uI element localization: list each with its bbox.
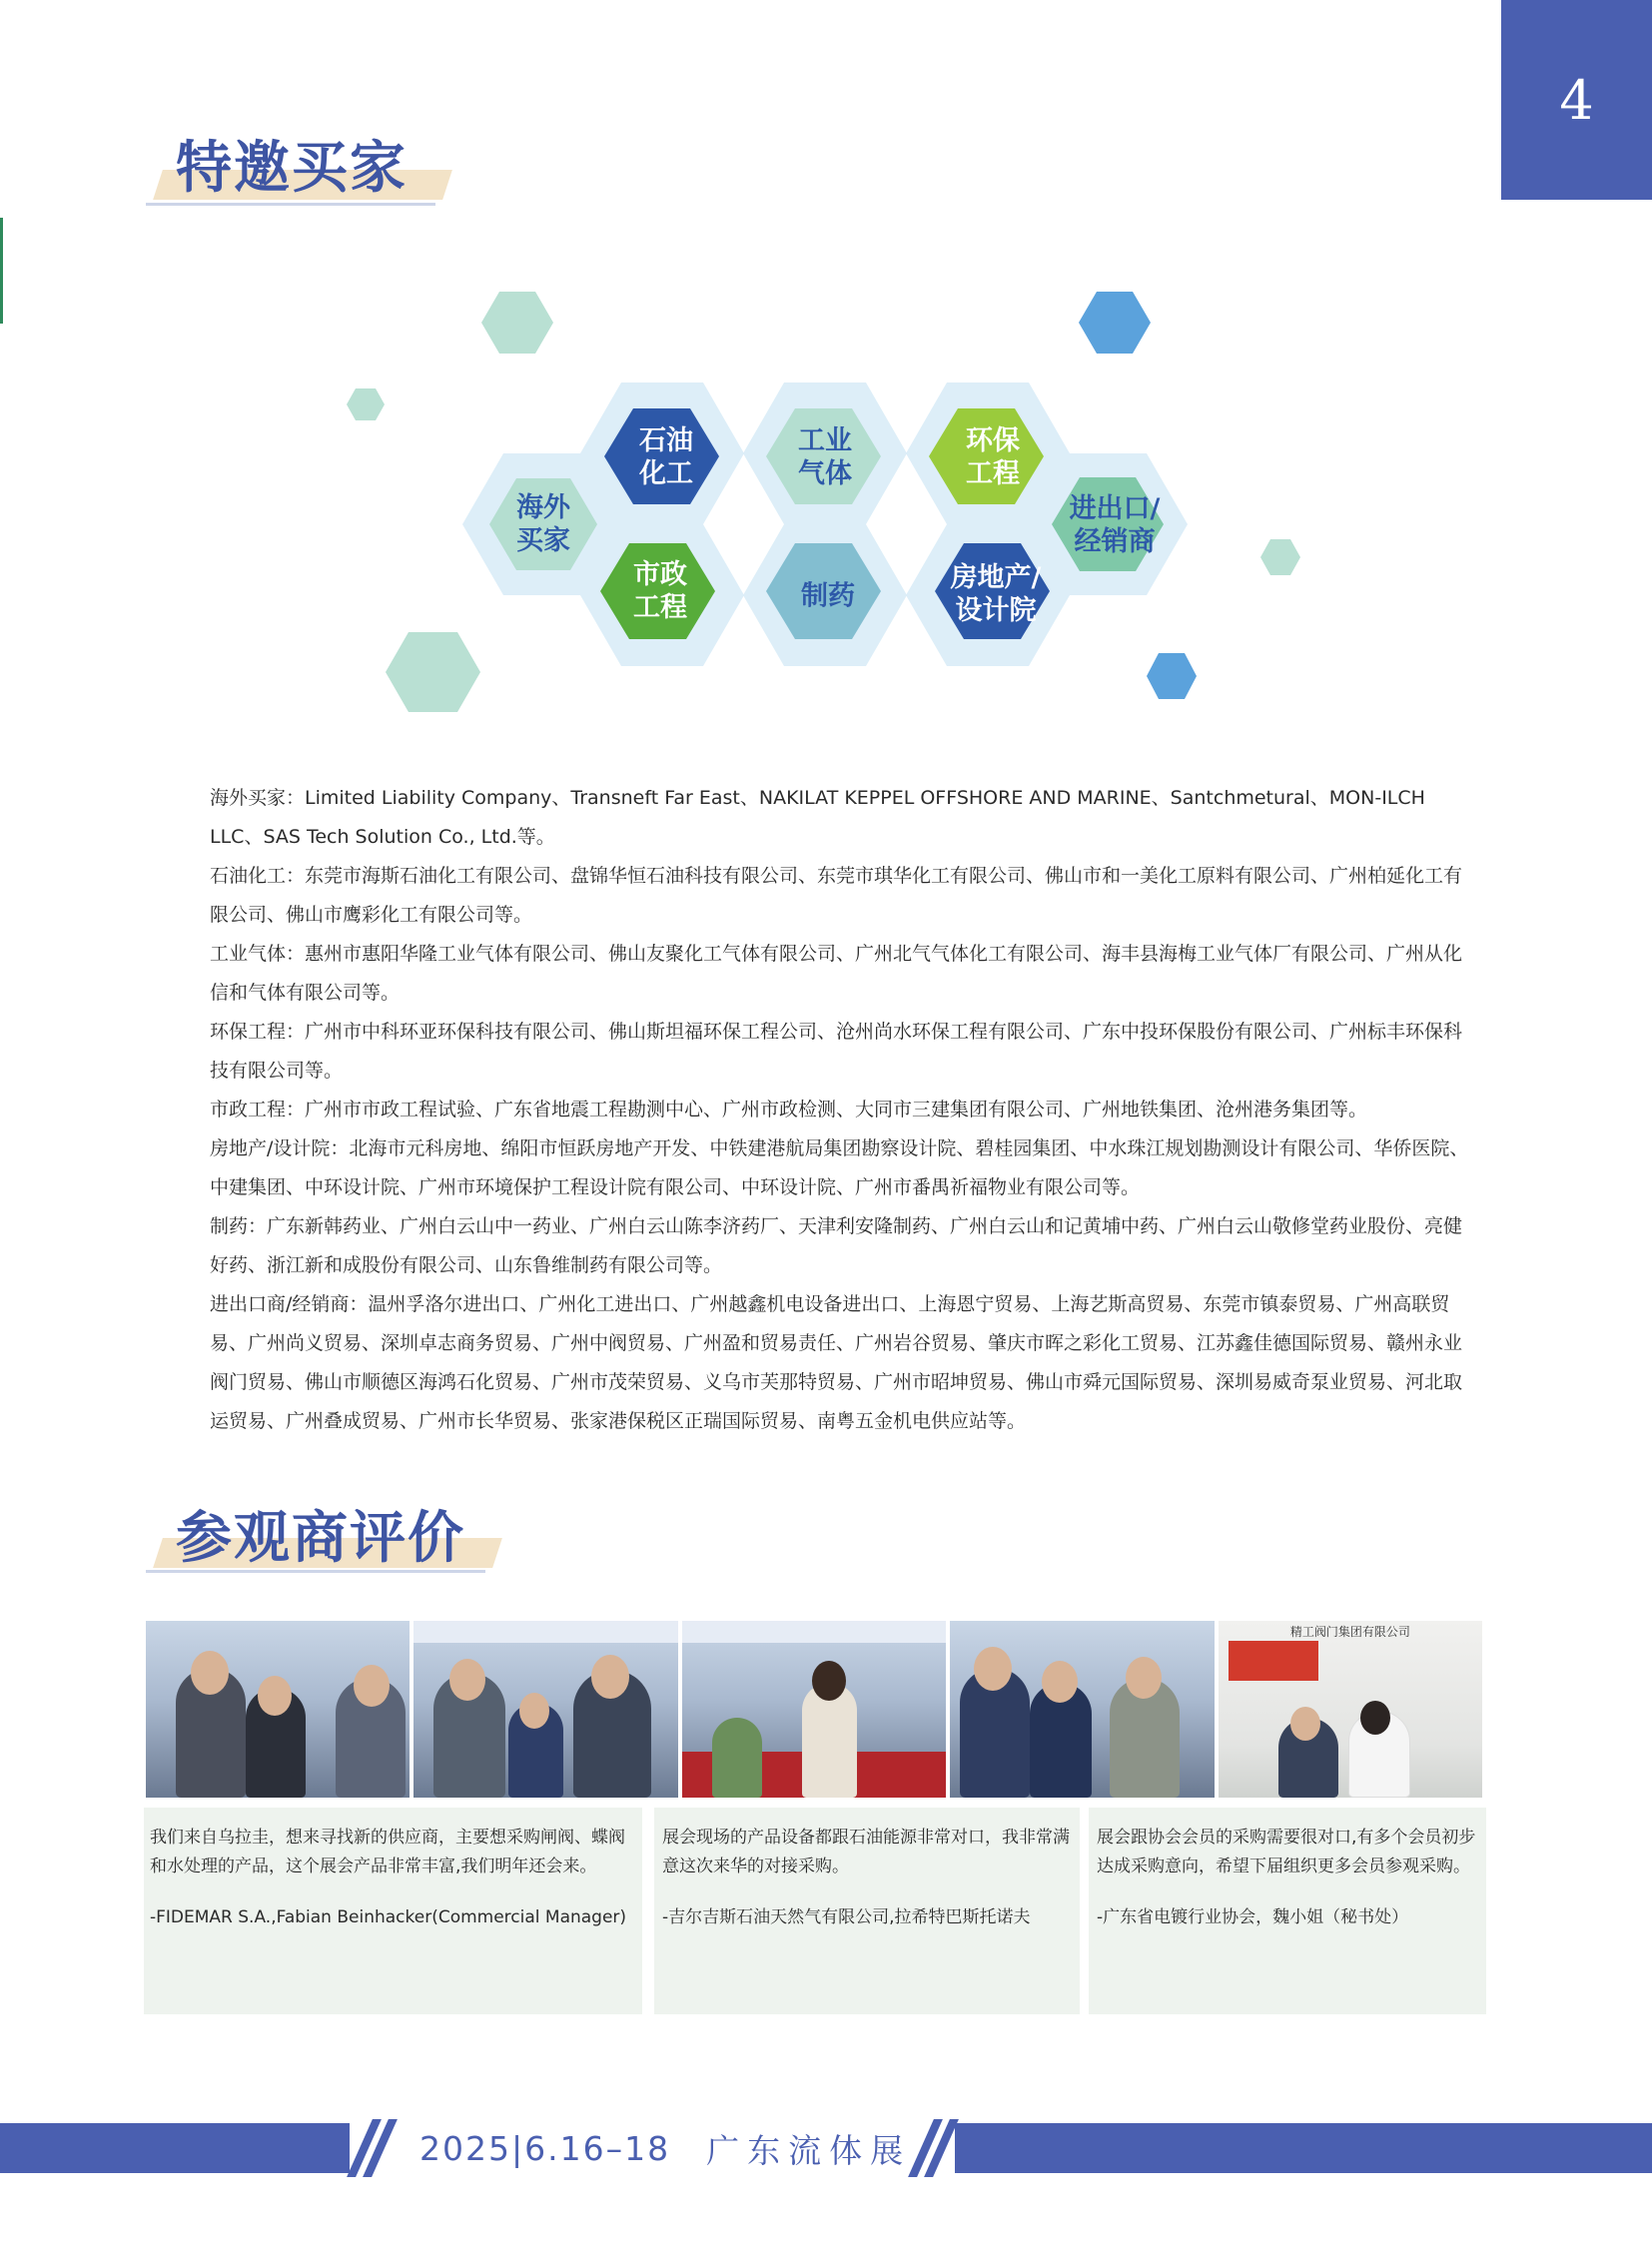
event-photo-5: [1219, 1621, 1482, 1798]
footer-caption: [419, 2119, 911, 2177]
footer-bar-left: [0, 2123, 350, 2173]
photo-sign-text: 精工阀门集团有限公司: [1289, 1625, 1410, 1639]
footer-date: 2025|6.16–18: [419, 2128, 671, 2168]
footer-event-name: 广东流体展: [706, 2130, 912, 2170]
hex-label-env: 环保 工程: [966, 425, 1020, 489]
hex-label-overseas: 海外 买家: [516, 492, 570, 556]
deco-hex-4: [1260, 539, 1300, 575]
buyer-paragraph-realestate: 房地产/设计院：北海市元科房地、绵阳市恒跃房地产开发、中铁建港航局集团勘察设计院、碧桂园集团、中水珠江规划勘测设计有限公司、华侨医院、中建集团、中环设计院、广州市环境保护工程设计院有限公司、中环设计院、广州市番禺祈福物业有限公司等。: [210, 1137, 1469, 1198]
hex-label-realestate: 房地产/ 设计院: [950, 562, 1042, 626]
review-card-2: [654, 1808, 1080, 2014]
section-title-buyers: 特邀买家: [176, 136, 408, 201]
event-photo-1: [146, 1621, 410, 1798]
deco-hex-6: [1147, 653, 1197, 699]
event-photo-3: [682, 1621, 946, 1798]
review-card-1: [144, 1808, 642, 2014]
review-author-2: -吉尔吉斯石油天然气有限公司,拉希特巴斯托诺夫: [662, 1907, 1031, 1927]
hex-label-pharma: 制药: [801, 580, 855, 612]
review-text-2: 展会现场的产品设备都跟石油能源非常对口，我非常满意这次来华的对接采购。: [662, 1828, 1070, 1876]
buyer-paragraph-municipal: 市政工程：广州市市政工程试验、广东省地震工程勘测中心、广州市政检测、大同市三建集团有限公司、广州地铁集团、沧州港务集团等。: [210, 1099, 1368, 1120]
buyer-paragraph-gas: 工业气体：惠州市惠阳华隆工业气体有限公司、佛山友聚化工气体有限公司、广州北气气体化工有限公司、海丰县海梅工业气体厂有限公司、广州从化信和气体有限公司等。: [210, 943, 1463, 1004]
buyer-paragraph-env: 环保工程：广州市中科环亚环保科技有限公司、佛山斯坦福环保工程公司、沧州尚水环保工程有限公司、广东中投环保股份有限公司、广州标丰环保科技有限公司等。: [210, 1021, 1463, 1082]
hexagon-graphic: [0, 270, 1652, 729]
deco-hex-5: [386, 632, 480, 712]
hex-label-petrochem: 石油 化工: [639, 425, 693, 489]
review-author-3: -广东省电镀行业协会，魏小姐（秘书处）: [1097, 1907, 1409, 1927]
footer-bar-right: [955, 2123, 1652, 2173]
section-title-reviews: 参观商评价: [176, 1506, 465, 1571]
buyer-paragraph-import: 进出口商/经销商：温州孚洛尔进出口、广州化工进出口、广州越鑫机电设备进出口、上海恩宁贸易、上海艺斯高贸易、东莞市镇泰贸易、广州高联贸易、广州尚义贸易、深圳卓志商务贸易、广州中阀贸易、广州盈和贸易责任、广州岩谷贸易、肇庆市晖之彩化工贸易、江苏鑫佳德国际贸易、赣州永业阀门贸易、佛山市顺德区海鸿石化贸易、广州市茂荣贸易、义乌市芙那特贸易、广州市昭坤贸易、佛山市舜元国际贸易、深圳易威奇泵业贸易、河北取运贸易、广州叠成贸易、广州市长华贸易、张家港保税区正瑞国际贸易、南粤五金机电供应站等。: [210, 1293, 1463, 1432]
buyer-paragraph-petrochem: 石油化工：东莞市海斯石油化工有限公司、盘锦华恒石油科技有限公司、东莞市琪华化工有限公司、佛山市和一美化工原料有限公司、广州柏延化工有限公司、佛山市鹰彩化工有限公司等。: [210, 865, 1463, 926]
review-text-3: 展会跟协会会员的采购需要很对口,有多个会员初步达成采购意向，希望下届组织更多会员参观采购。: [1097, 1828, 1476, 1876]
hex-label-import: 进出口/ 经销商: [1069, 493, 1161, 557]
buyer-paragraph-pharma: 制药：广东新韩药业、广州白云山中一药业、广州白云山陈李济药厂、天津利安隆制药、广州白云山和记黄埔中药、广州白云山敬修堂药业股份、亮健好药、浙江新和成股份有限公司、山东鲁维制药有限公司等。: [210, 1215, 1463, 1276]
buyer-category-diagram: [0, 270, 1652, 729]
buyer-list: [210, 779, 1478, 1441]
event-photo-2: [413, 1621, 677, 1798]
deco-hex-2: [347, 388, 385, 420]
review-card-3: [1089, 1808, 1486, 2014]
hex-label-municipal: 市政 工程: [633, 559, 687, 623]
hex-label-gas: 工业 气体: [798, 425, 852, 489]
photo-strip: [146, 1621, 1482, 1798]
deco-hex-3: [1079, 292, 1151, 354]
event-photo-4: [950, 1621, 1214, 1798]
review-text-1: 我们来自乌拉圭，想来寻找新的供应商，主要想采购闸阀、蝶阀和水处理的产品，这个展会产品非常丰富,我们明年还会来。: [150, 1828, 625, 1876]
page-number: 4: [1501, 0, 1652, 200]
buyer-paragraph-overseas: 海外买家：Limited Liability Company、Transneft Far East、NAKILAT KEPPEL OFFSHORE AND MARINE、Santchmetural、MON-ILCH LLC、SAS Tech Solution Co., Ltd.等。: [210, 787, 1425, 848]
review-author-1: -FIDEMAR S.A.,Fabian Beinhacker(Commercial Manager): [150, 1907, 627, 1927]
deco-hex-1: [481, 292, 553, 354]
